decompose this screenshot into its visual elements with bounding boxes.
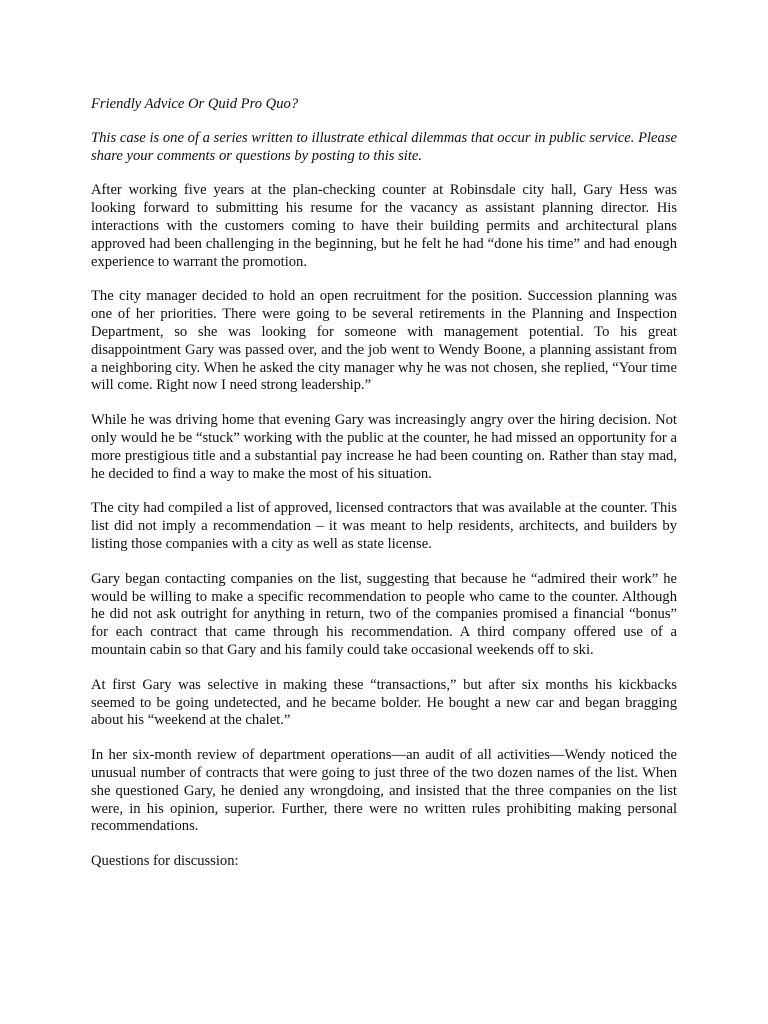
intro-paragraph: This case is one of a series written to illustrate ethical dilemmas that occur in public service. Please share your comments or questions by posting to this site. xyxy=(91,129,677,164)
body-paragraph-6: At first Gary was selective in making these “transactions,” but after six months his kickbacks seemed to be going undetected, and he became bolder. He bought a new car and began bragging about his “weekend at the chalet.” xyxy=(91,676,677,729)
body-paragraph-5: Gary began contacting companies on the list, suggesting that because he “admired their work” he would be willing to make a specific recommendation to people who came to the counter. Although he did not ask outright for anything in return, two of the companies promised a financial “bonus” for each contract that came through his recommendation. A third company offered use of a mountain cabin so that Gary and his family could take occasional weekends off to ski. xyxy=(91,570,677,658)
questions-heading: Questions for discussion: xyxy=(91,853,239,870)
body-paragraph-4: The city had compiled a list of approved, licensed contractors that was available at the counter. This list did not imply a recommendation – it was meant to help residents, architects, and builders by listing those companies with a city as well as state license. xyxy=(91,500,677,552)
body-paragraph-3: While he was driving home that evening Gary was increasingly angry over the hiring decision. Not only would he be “stuck” working with the public at the counter, he had missed an opportunity for a more prestigious title and a substantial pay increase he had been counting on. Rather than stay mad, he decided to find a way to make the most of his situation. xyxy=(91,412,677,482)
body-paragraph-1: After working five years at the plan-checking counter at Robinsdale city hall, Gary Hess was looking forward to submitting his resume for the vacancy as assistant planning director. His interactions with the customers coming to have their building permits and architectural plans approved had been challenging in the beginning, but he felt he had “done his time” and had enough experience to warrant the promotion. xyxy=(91,182,677,270)
body-paragraph-7: In her six-month review of department operations—an audit of all activities—Wendy noticed the unusual number of contracts that were going to just three of the two dozen names of the list. When she questioned Gary, he denied any wrongdoing, and insisted that the three companies on the list were, in his opinion, superior. Further, there were no written rules prohibiting making personal recommendations. xyxy=(91,747,677,835)
document-title: Friendly Advice Or Quid Pro Quo? xyxy=(91,96,299,112)
body-paragraph-2: The city manager decided to hold an open recruitment for the position. Succession planning was one of her priorities. There were going to be several retirements in the Planning and Inspection Department, so she was looking for someone with management potential. To his great disappointment Gary was passed over, and the job went to Wendy Boone, a planning assistant from a neighboring city. When he asked the city manager why he was not chosen, she replied, “Your time will come. Right now I need strong leadership.” xyxy=(91,288,677,394)
document-page xyxy=(91,96,677,871)
